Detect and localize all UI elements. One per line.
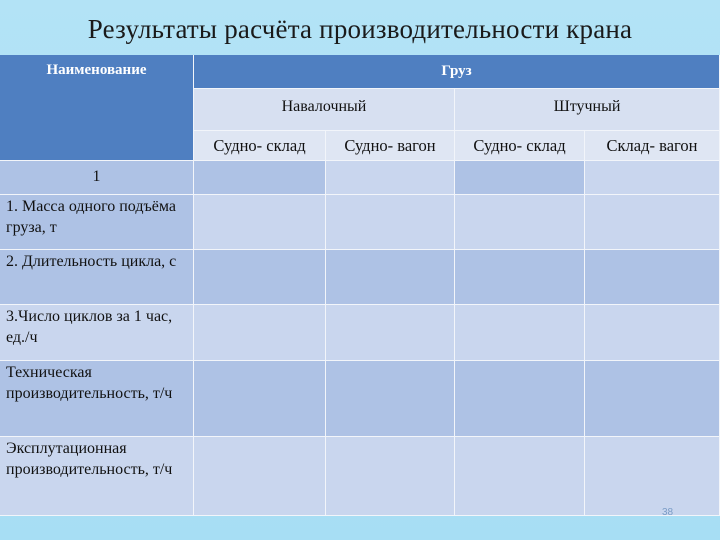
table-cell [326,437,455,516]
subheader-ship-wagon: Судно- вагон [326,131,455,161]
table-cell [326,305,455,361]
subheader-ship-warehouse-piece: Судно- склад [455,131,585,161]
row-label: Эксплутационная производительность, т/ч [0,437,194,516]
header-name: Наименование [0,55,194,161]
row-label: 1 [0,161,194,195]
results-table [0,55,720,521]
row-label: Техническая производительность, т/ч [0,361,194,437]
subheader-ship-warehouse-bulk: Судно- склад [194,131,326,161]
row-label: 2. Длительность цикла, с [0,250,194,305]
table-cell [455,161,585,195]
table-cell [194,195,326,250]
row-label: 1. Масса одного подъёма груза, т [0,195,194,250]
page-number: 38 [662,507,674,518]
table-cell [585,437,720,516]
table-cell [194,305,326,361]
header-cargo: Груз [194,55,720,89]
table-cell [326,361,455,437]
table-cell [455,361,585,437]
table-cell [585,361,720,437]
row-label: 3.Число циклов за 1 час, ед./ч [0,305,194,361]
table-cell [194,250,326,305]
table-cell [326,250,455,305]
group-header-bulk: Навалочный [194,89,455,131]
table-cell [326,195,455,250]
table-cell [455,195,585,250]
table-cell [585,195,720,250]
table-cell [585,250,720,305]
table-cell [455,437,585,516]
table-cell [326,161,455,195]
table-cell [455,250,585,305]
table-cell [194,161,326,195]
group-header-piece: Штучный [455,89,720,131]
table-cell [585,161,720,195]
slide-title: Результаты расчёта производительности крана [87,14,633,44]
table-cell [194,437,326,516]
subheader-warehouse-wagon: Склад- вагон [585,131,720,161]
table-cell [455,305,585,361]
table-cell [194,361,326,437]
table-cell [585,305,720,361]
